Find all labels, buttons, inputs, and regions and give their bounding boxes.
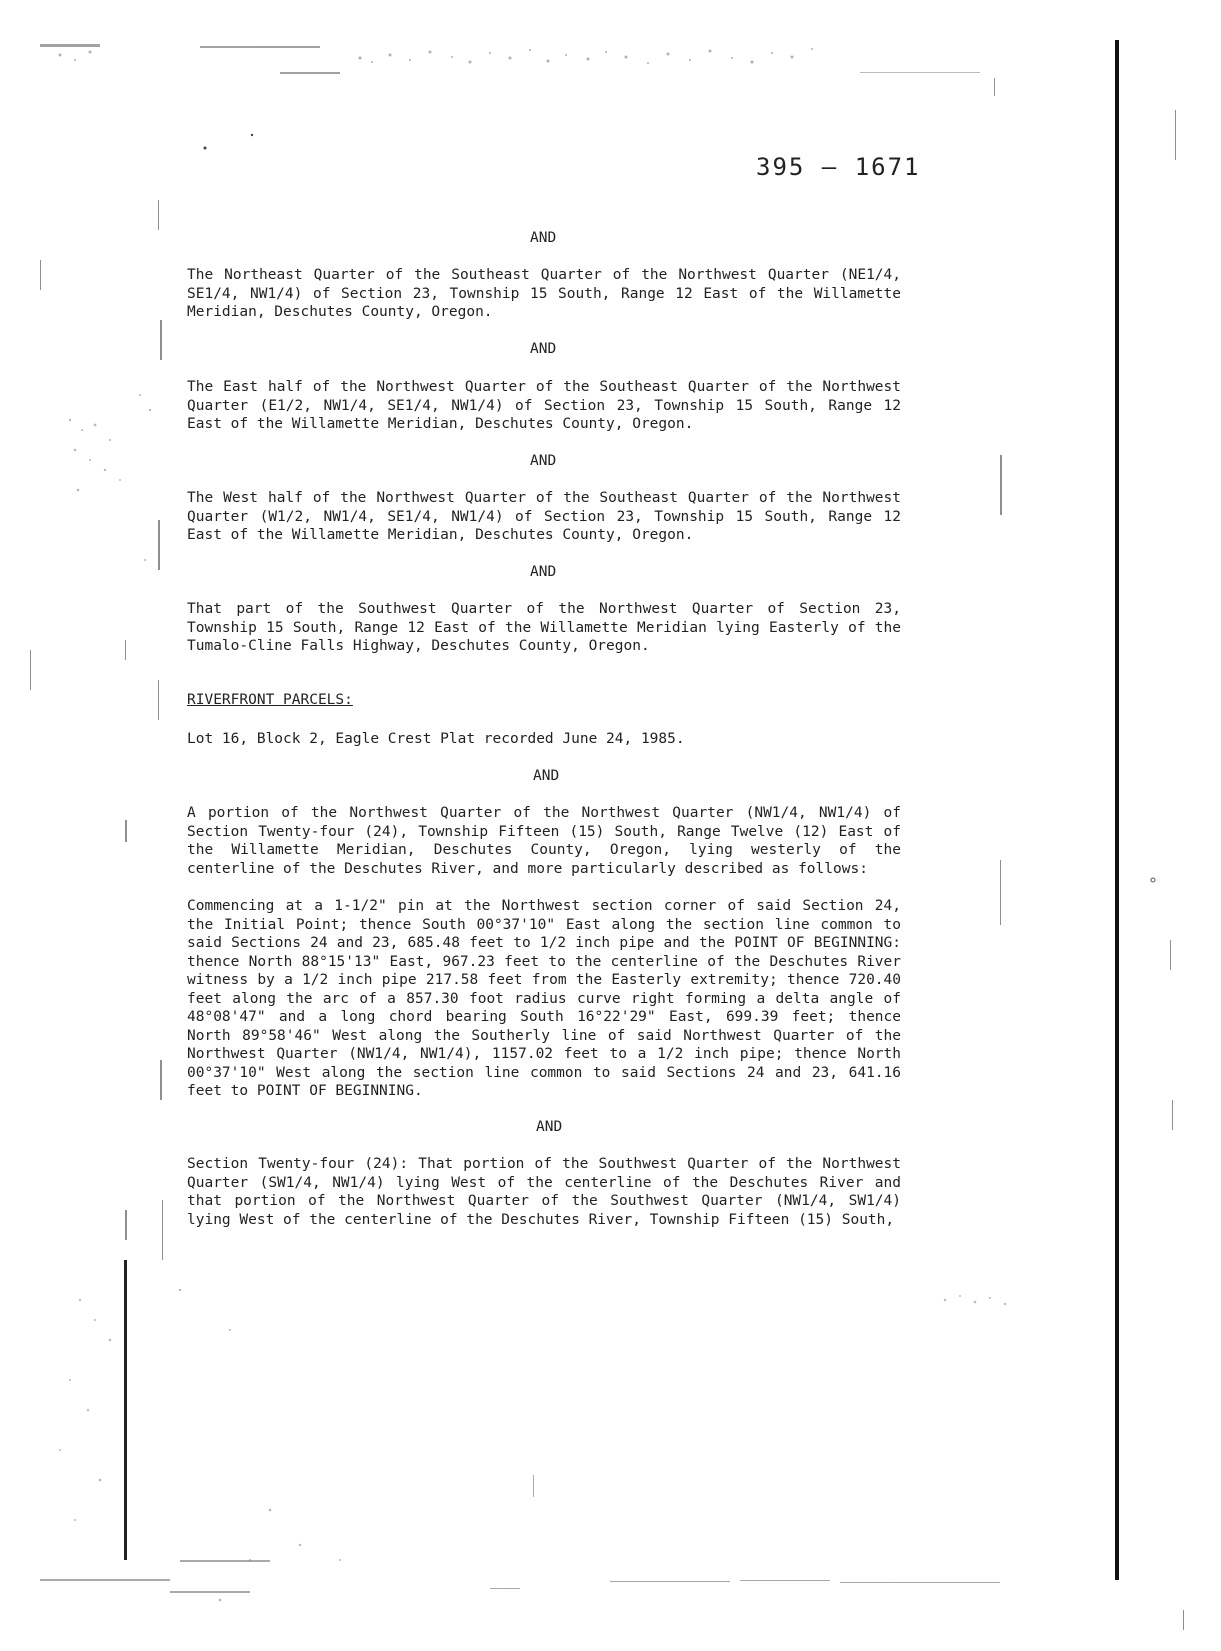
section-heading: RIVERFRONT PARCELS:	[187, 692, 353, 708]
paragraph-southwest-part: That part of the Southwest Quarter of the Northwest Quarter of Section 23, Township 15 South, Range 12 East of the Willamette Meridian lying Easterly of the Tumalo-Cline Falls Highway, Deschutes County, Oregon.	[187, 601, 901, 654]
and-separator: AND	[530, 230, 557, 246]
and-separator: AND	[530, 341, 557, 357]
and-separator: AND	[533, 768, 560, 784]
paragraph-ne-quarter: The Northeast Quarter of the Southeast Quarter of the Northwest Quarter (NE1/4, SE1/4, NW1/4) of Section 23, Township 15 South, Range 12 East of the Willamette Meridian, Deschutes County, Oregon.	[187, 267, 901, 320]
paragraph-portion-nw: A portion of the Northwest Quarter of the Northwest Quarter (NW1/4, NW1/4) of Section Twenty-four (24), Township Fifteen (15) South, Range Twelve (12) East of the Willamette Meridian, Deschutes County, Oregon, lying westerly of the centerline of the Deschutes River, and more particularly described as follows:	[187, 805, 901, 877]
and-separator: AND	[536, 1119, 563, 1135]
left-margin-rule	[124, 1260, 127, 1560]
right-margin-rule	[1115, 40, 1119, 1580]
paragraph-section-24: Section Twenty-four (24): That portion of the Southwest Quarter of the Northwest Quarter (SW1/4, NW1/4) lying West of the centerline of the Deschutes River and that portion of the Northwest Quarter of the Southwest Quarter (NW1/4, SW1/4) lying West of the centerline of the Deschutes River, Township Fifteen (15) South,	[187, 1156, 901, 1228]
page-number: 395 – 1671	[756, 153, 921, 181]
paragraph-east-half: The East half of the Northwest Quarter of the Southeast Quarter of the Northwest Quarter (E1/2, NW1/4, SE1/4, NW1/4) of Section 23, Township 15 South, Range 12 East of the Willamette Meridian, Deschutes County, Oregon.	[187, 379, 901, 432]
and-separator: AND	[530, 453, 557, 469]
paragraph-west-half: The West half of the Northwest Quarter of the Southeast Quarter of the Northwest Quarter (W1/2, NW1/4, SE1/4, NW1/4) of Section 23, Township 15 South, Range 12 East of the Willamette Meridian, Deschutes County, Oregon.	[187, 490, 901, 543]
paragraph-metes-bounds: Commencing at a 1-1/2" pin at the Northwest section corner of said Section 24, the Initial Point; thence South 00°37'10" East along the section line common to said Sections 24 and 23, 685.48 feet to 1/2 inch pipe and the POINT OF BEGINNING: thence North 88°15'13" East, 967.23 feet to the centerline of the Deschutes River witness by a 1/2 inch pipe 217.58 feet from the Easterly extremity; thence 720.40 feet along the arc of a 857.30 foot radius curve right forming a delta angle of 48°08'47" and a long chord bearing South 16°22'29" East, 699.39 feet; thence North 89°58'46" West along the Southerly line of said Northwest Quarter of the Northwest Quarter (NW1/4, NW1/4), 1157.02 feet to a 1/2 inch pipe; thence North 00°37'10" West along the section line common to said Sections 24 and 23, 641.16 feet to POINT OF BEGINNING.	[187, 898, 901, 1099]
lot-description: Lot 16, Block 2, Eagle Crest Plat recorded June 24, 1985.	[187, 731, 685, 747]
and-separator: AND	[530, 564, 557, 580]
